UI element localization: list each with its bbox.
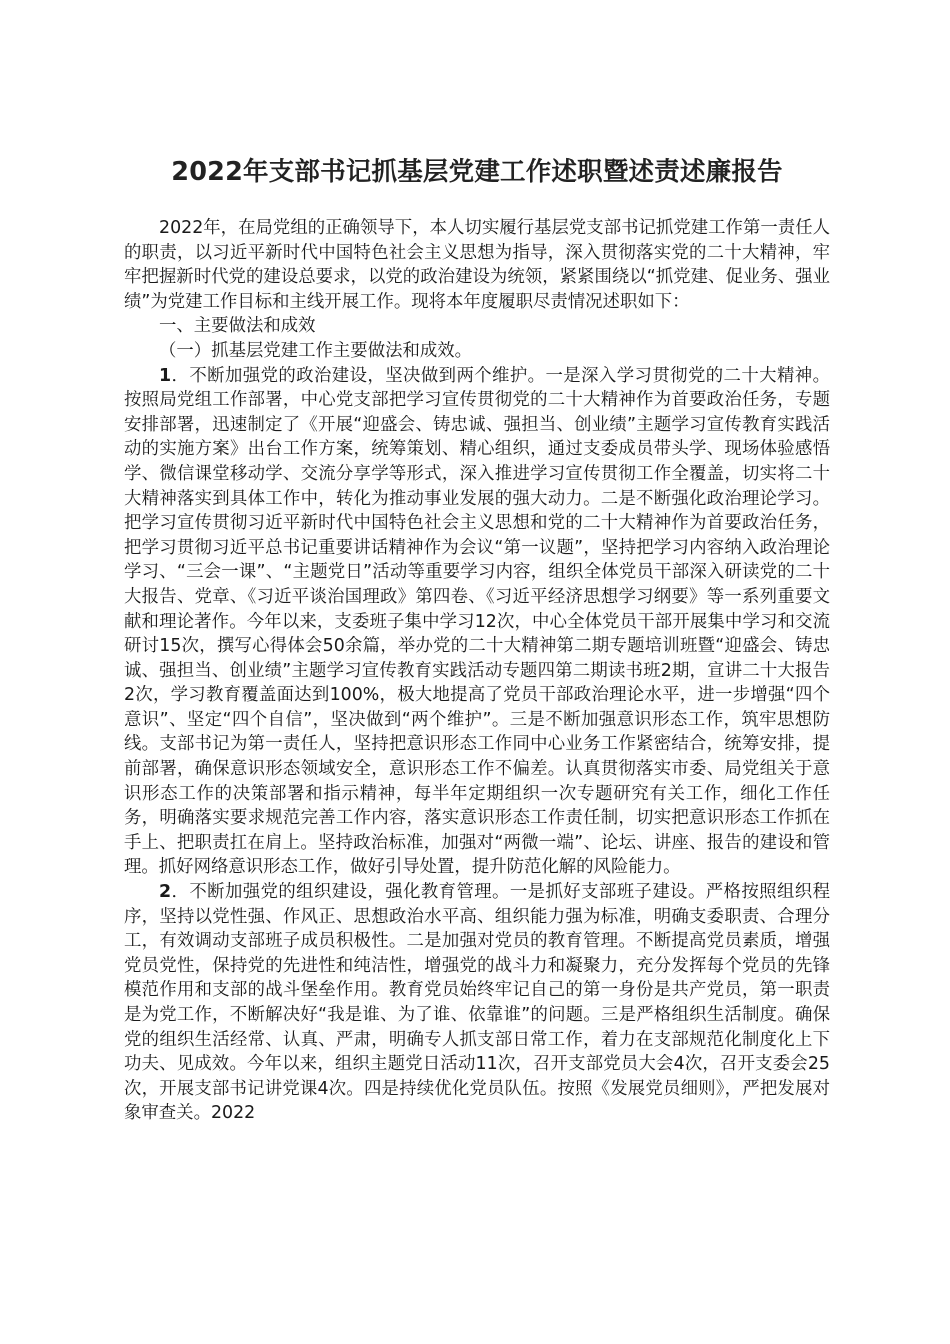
section-heading-main-practices: 一、主要做法和成效 [159,316,316,337]
subsection-heading-party-building: （一）抓基层党建工作主要做法和成效。 [159,340,473,361]
item-1-number: 1 [159,365,172,386]
intro-paragraph: 2022年，在局党组的正确领导下，本人切实履行基层党支部书记抓党建工作第一责任人的职责，以习近平新时代中国特色社会主义思想为指导，深入贯彻落实党的二十大精神，牢牢把握新时代党的建设总要求，以党的政治建设为统领，紧紧围绕以“抓党建、促业务、强业绩”为党建工作目标和主线开展工作。现将本年度履职尽责情况述职如下： [124,218,830,312]
item-1-paragraph [124,364,830,880]
document-title: 2022年支部书记抓基层党建工作述职暨述责述廉报告 [171,157,783,187]
document-page [124,150,830,1126]
item-2-number: 2 [159,882,172,903]
item-2-text: ．不断加强党的组织建设，强化教育管理。一是抓好支部班子建设。严格按照组织程序，坚持以党性强、作风正、思想政治水平高、组织能力强为标准，明确支委职责、合理分工，有效调动支部班子成员积极性。二是加强对党员的教育管理。不断提高党员素质，增强党员党性，保持党的先进性和纯洁性，增强党的战斗力和凝聚力，充分发挥每个党员的先锋模范作用和支部的战斗堡垒作用。教育党员始终牢记自己的第一身份是共产党员，第一职责是为党工作，不断解决好“我是谁、为了谁、依靠谁”的问题。三是严格组织生活制度。确保党的组织生活经常、认真、严肃，明确专人抓支部日常工作，着力在支部规范化制度化上下功夫、见成效。今年以来，组织主题党日活动11次，召开支部党员大会4次，召开支委会25次，开展支部书记讲党课4次。四是持续优化党员队伍。按照《发展党员细则》，严把发展对象审查关。2022 [124,882,830,1124]
item-1-text: ．不断加强党的政治建设，坚决做到两个维护。一是深入学习贯彻党的二十大精神。按照局党组工作部署，中心党支部把学习宣传贯彻党的二十大精神作为首要政治任务，专题安排部署，迅速制定了《开展“迎盛会、铸忠诚、强担当、创业绩”主题学习宣传教育实践活动的实施方案》出台工作方案，统筹策划、精心组织，通过支委成员带头学、现场体验感悟学、微信课堂移动学、交流分享学等形式，深入推进学习宣传贯彻工作全覆盖，切实将二十大精神落实到具体工作中，转化为推动事业发展的强大动力。二是不断强化政治理论学习。把学习宣传贯彻习近平新时代中国特色社会主义思想和党的二十大精神作为首要政治任务，把学习贯彻习近平总书记重要讲话精神作为会议“第一议题”，坚持把学习内容纳入政治理论学习、“三会一课”、“主题党日”活动等重要学习内容，组织全体党员干部深入研读党的二十大报告、党章、《习近平谈治国理政》第四卷、《习近平经济思想学习纲要》等一系列重要文献和理论著作。今年以来，支委班子集中学习12次，中心全体党员干部开展集中学习和交流研讨15次，撰写心得体会50余篇，举办党的二十大精神第二期专题培训班暨“迎盛会、铸忠诚、强担当、创业绩”主题学习宣传教育实践活动专题四第二期读书班2期，宣讲二十大报告2次，学习教育覆盖面达到100%，极大地提高了党员干部政治理论水平，进一步增强“四个意识”、坚定“四个自信”，坚决做到“两个维护”。三是不断加强意识形态工作，筑牢思想防线。支部书记为第一责任人，坚持把意识形态工作同中心业务工作紧密结合，统筹安排，提前部署，确保意识形态领域安全，意识形态工作不偏差。认真贯彻落实市委、局党组关于意识形态工作的决策部署和指示精神，每半年定期组织一次专题研究有关工作，细化工作任务，明确落实要求规范完善工作内容，落实意识形态工作责任制，切实把意识形态工作抓在手上、把职责扛在肩上。坚持政治标准，加强对“两微一端”、论坛、讲座、报告的建设和管理。抓好网络意识形态工作，做好引导处置，提升防范化解的风险能力。 [124,365,830,878]
item-2-paragraph [124,880,830,1126]
